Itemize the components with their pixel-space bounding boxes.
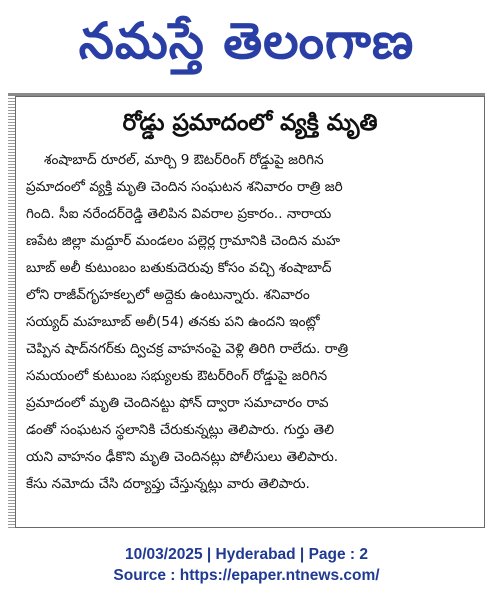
article-line: యని వాహనం ఢీకొని మృతి చెందినట్లు పోలీసులు తెలిపారు. bbox=[26, 449, 339, 465]
article-line: శంషాబాద్ రూరల్, మార్చి 9 ఔటర్‌రింగ్ రోడ్డుపై జరిగిన bbox=[44, 152, 324, 168]
footer-source-line: Source : https://epaper.ntnews.com/ bbox=[113, 567, 380, 584]
article-body bbox=[26, 147, 472, 498]
article-line: సమయంలో కుటుంబ సభ్యులకు ఔటర్‌రింగ్ రోడ్డుపై జరిగిన bbox=[26, 368, 328, 384]
article-line: గింది. సీఐ నరేందర్‌రెడ్డి తెలిపిన వివరాల ప్రకారం.. నారాయ bbox=[26, 206, 332, 222]
footer bbox=[0, 544, 493, 586]
article-headline: రోడ్డు ప్రమాదంలో వ్యక్తి మృతి bbox=[122, 110, 378, 136]
article-line: బూబ్ అలీ కుటుంబం బతుకుదెరువు కోసం వచ్చి శంషాబాద్ bbox=[26, 260, 332, 276]
article-line: లోని రాజీవ్‌గృహకల్పలో అద్దెకు ఉంటున్నారు. శనివారం bbox=[26, 287, 310, 303]
left-gutter-hatching bbox=[8, 96, 15, 528]
article-line: ప్రమాదంలో వ్యక్తి మృతి చెందిన సంఘటన శనివారం రాత్రి జరి bbox=[26, 179, 343, 195]
masthead-logo-text: నమస్తే తెలంగాణ bbox=[78, 12, 415, 70]
footer-edition-line: 10/03/2025 | Hyderabad | Page : 2 bbox=[124, 546, 369, 563]
article-line: ణపేట జిల్లా మద్దూర్ మండలం పల్లెర్ల గ్రామానికి చెందిన మహ bbox=[26, 233, 341, 249]
article-line: కేసు నమోదు చేసి దర్యాప్తు చేస్తున్నట్లు వారు తెలిపారు. bbox=[26, 476, 310, 492]
newspaper-masthead bbox=[0, 0, 493, 82]
article-line: సయ్యద్ మహబూబ్ అలీ(54) తనకు పని ఉందని ఇంట్లో bbox=[26, 314, 320, 330]
article-line: డంతో సంఘటన స్థలానికి చేరుకున్నట్లు తెలిపారు. గుర్తు తెలి bbox=[26, 422, 335, 438]
article-line: ప్రమాదంలో మృతి చెందినట్టు ఫోన్ ద్వారా సమాచారం రావ bbox=[26, 395, 329, 411]
article-line: చెప్పిన షాద్‌నగర్‌కు ద్విచక్ర వాహనంపై వెళ్లి తిరిగి రాలేదు. రాత్రి bbox=[26, 341, 349, 357]
article-clipping bbox=[15, 96, 485, 528]
